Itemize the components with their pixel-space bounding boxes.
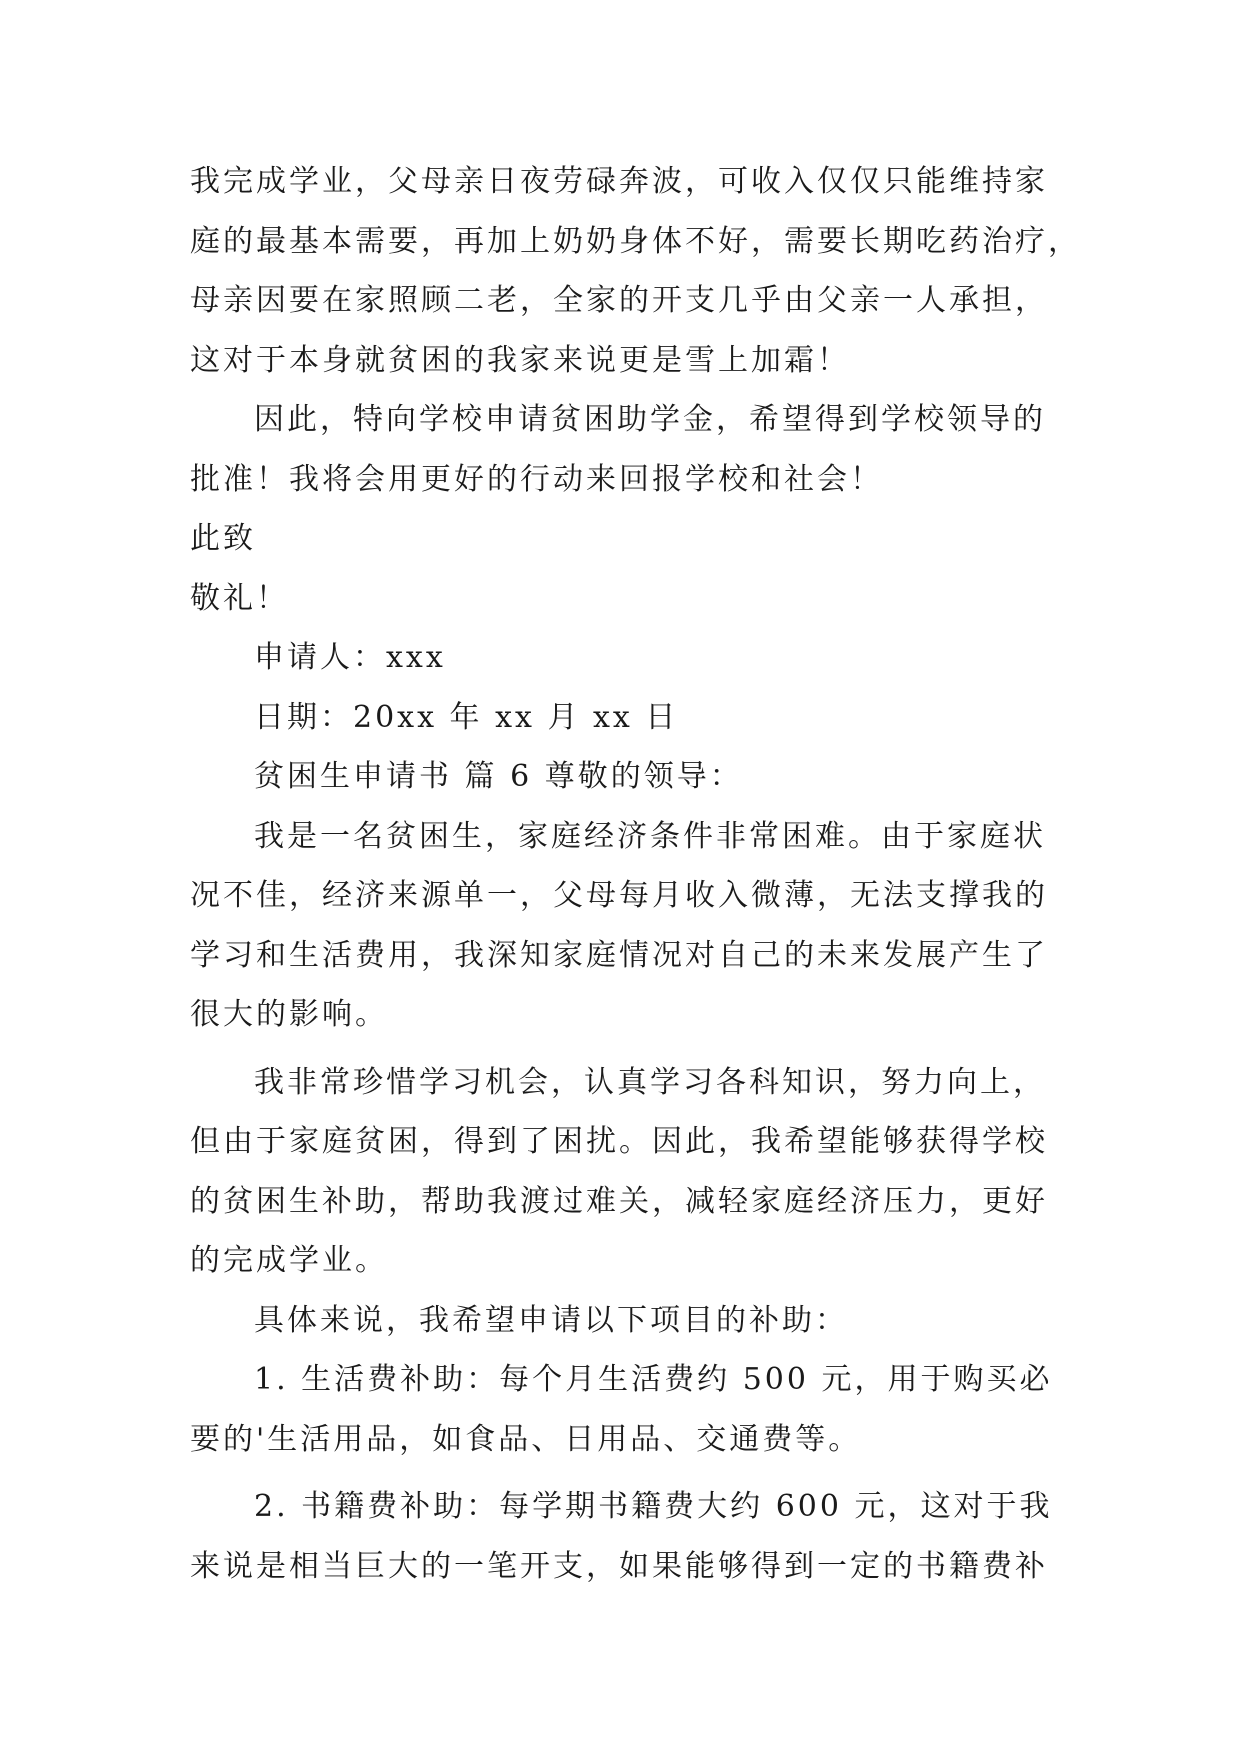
paragraph-line: 具体来说，我希望申请以下项目的补助： — [254, 1302, 848, 1338]
list-item: 2. 书籍费补助：每学期书籍费大约 600 元，这对于我 — [254, 1489, 1053, 1524]
paragraph-line: 的完成学业。 — [190, 1243, 388, 1278]
paragraph-line: 批准！我将会用更好的行动来回报学校和社会！ — [190, 461, 883, 497]
paragraph-line: 我是一名贫困生，家庭经济条件非常困难。由于家庭状 — [254, 818, 1046, 854]
list-item: 要的'生活用品，如食品、日用品、交通费等。 — [190, 1421, 862, 1457]
paragraph-line: 很大的影响。 — [190, 997, 388, 1032]
paragraph-line: 我完成学业，父母亲日夜劳碌奔波，可收入仅仅只能维持家 — [190, 164, 1048, 199]
paragraph-line: 这对于本身就贫困的我家来说更是雪上加霜！ — [190, 342, 850, 378]
application-date: 日期：20xx 年 xx 月 xx 日 — [254, 699, 679, 735]
list-item: 1. 生活费补助：每个月生活费约 500 元，用于购买必 — [254, 1362, 1053, 1397]
section-heading: 贫困生申请书 篇 6 尊敬的领导： — [254, 759, 743, 794]
paragraph-line: 学习和生活费用，我深知家庭情况对自己的未来发展产生了 — [190, 937, 1048, 973]
document-body — [190, 152, 1081, 1596]
paragraph-line: 我非常珍惜学习机会，认真学习各科知识，努力向上， — [254, 1064, 1046, 1100]
closing-salutation: 敬礼！ — [190, 580, 289, 616]
paragraph-line: 但由于家庭贫困，得到了困扰。因此，我希望能够获得学校 — [190, 1124, 1048, 1159]
paragraph-line: 况不佳，经济来源单一，父母每月收入微薄，无法支撑我的 — [190, 878, 1048, 913]
list-item: 来说是相当巨大的一笔开支，如果能够得到一定的书籍费补 — [190, 1548, 1048, 1584]
paragraph-line: 母亲因要在家照顾二老，全家的开支几乎由父亲一人承担， — [190, 283, 1048, 318]
paragraph-line: 的贫困生补助，帮助我渡过难关，减轻家庭经济压力，更好 — [190, 1183, 1048, 1219]
paragraph-line: 因此，特向学校申请贫困助学金，希望得到学校领导的 — [254, 402, 1046, 437]
closing-salutation: 此致 — [190, 521, 256, 556]
paragraph-line: 庭的最基本需要，再加上奶奶身体不好，需要长期吃药治疗， — [190, 223, 1081, 259]
applicant-signature: 申请人：xxx — [254, 640, 446, 675]
